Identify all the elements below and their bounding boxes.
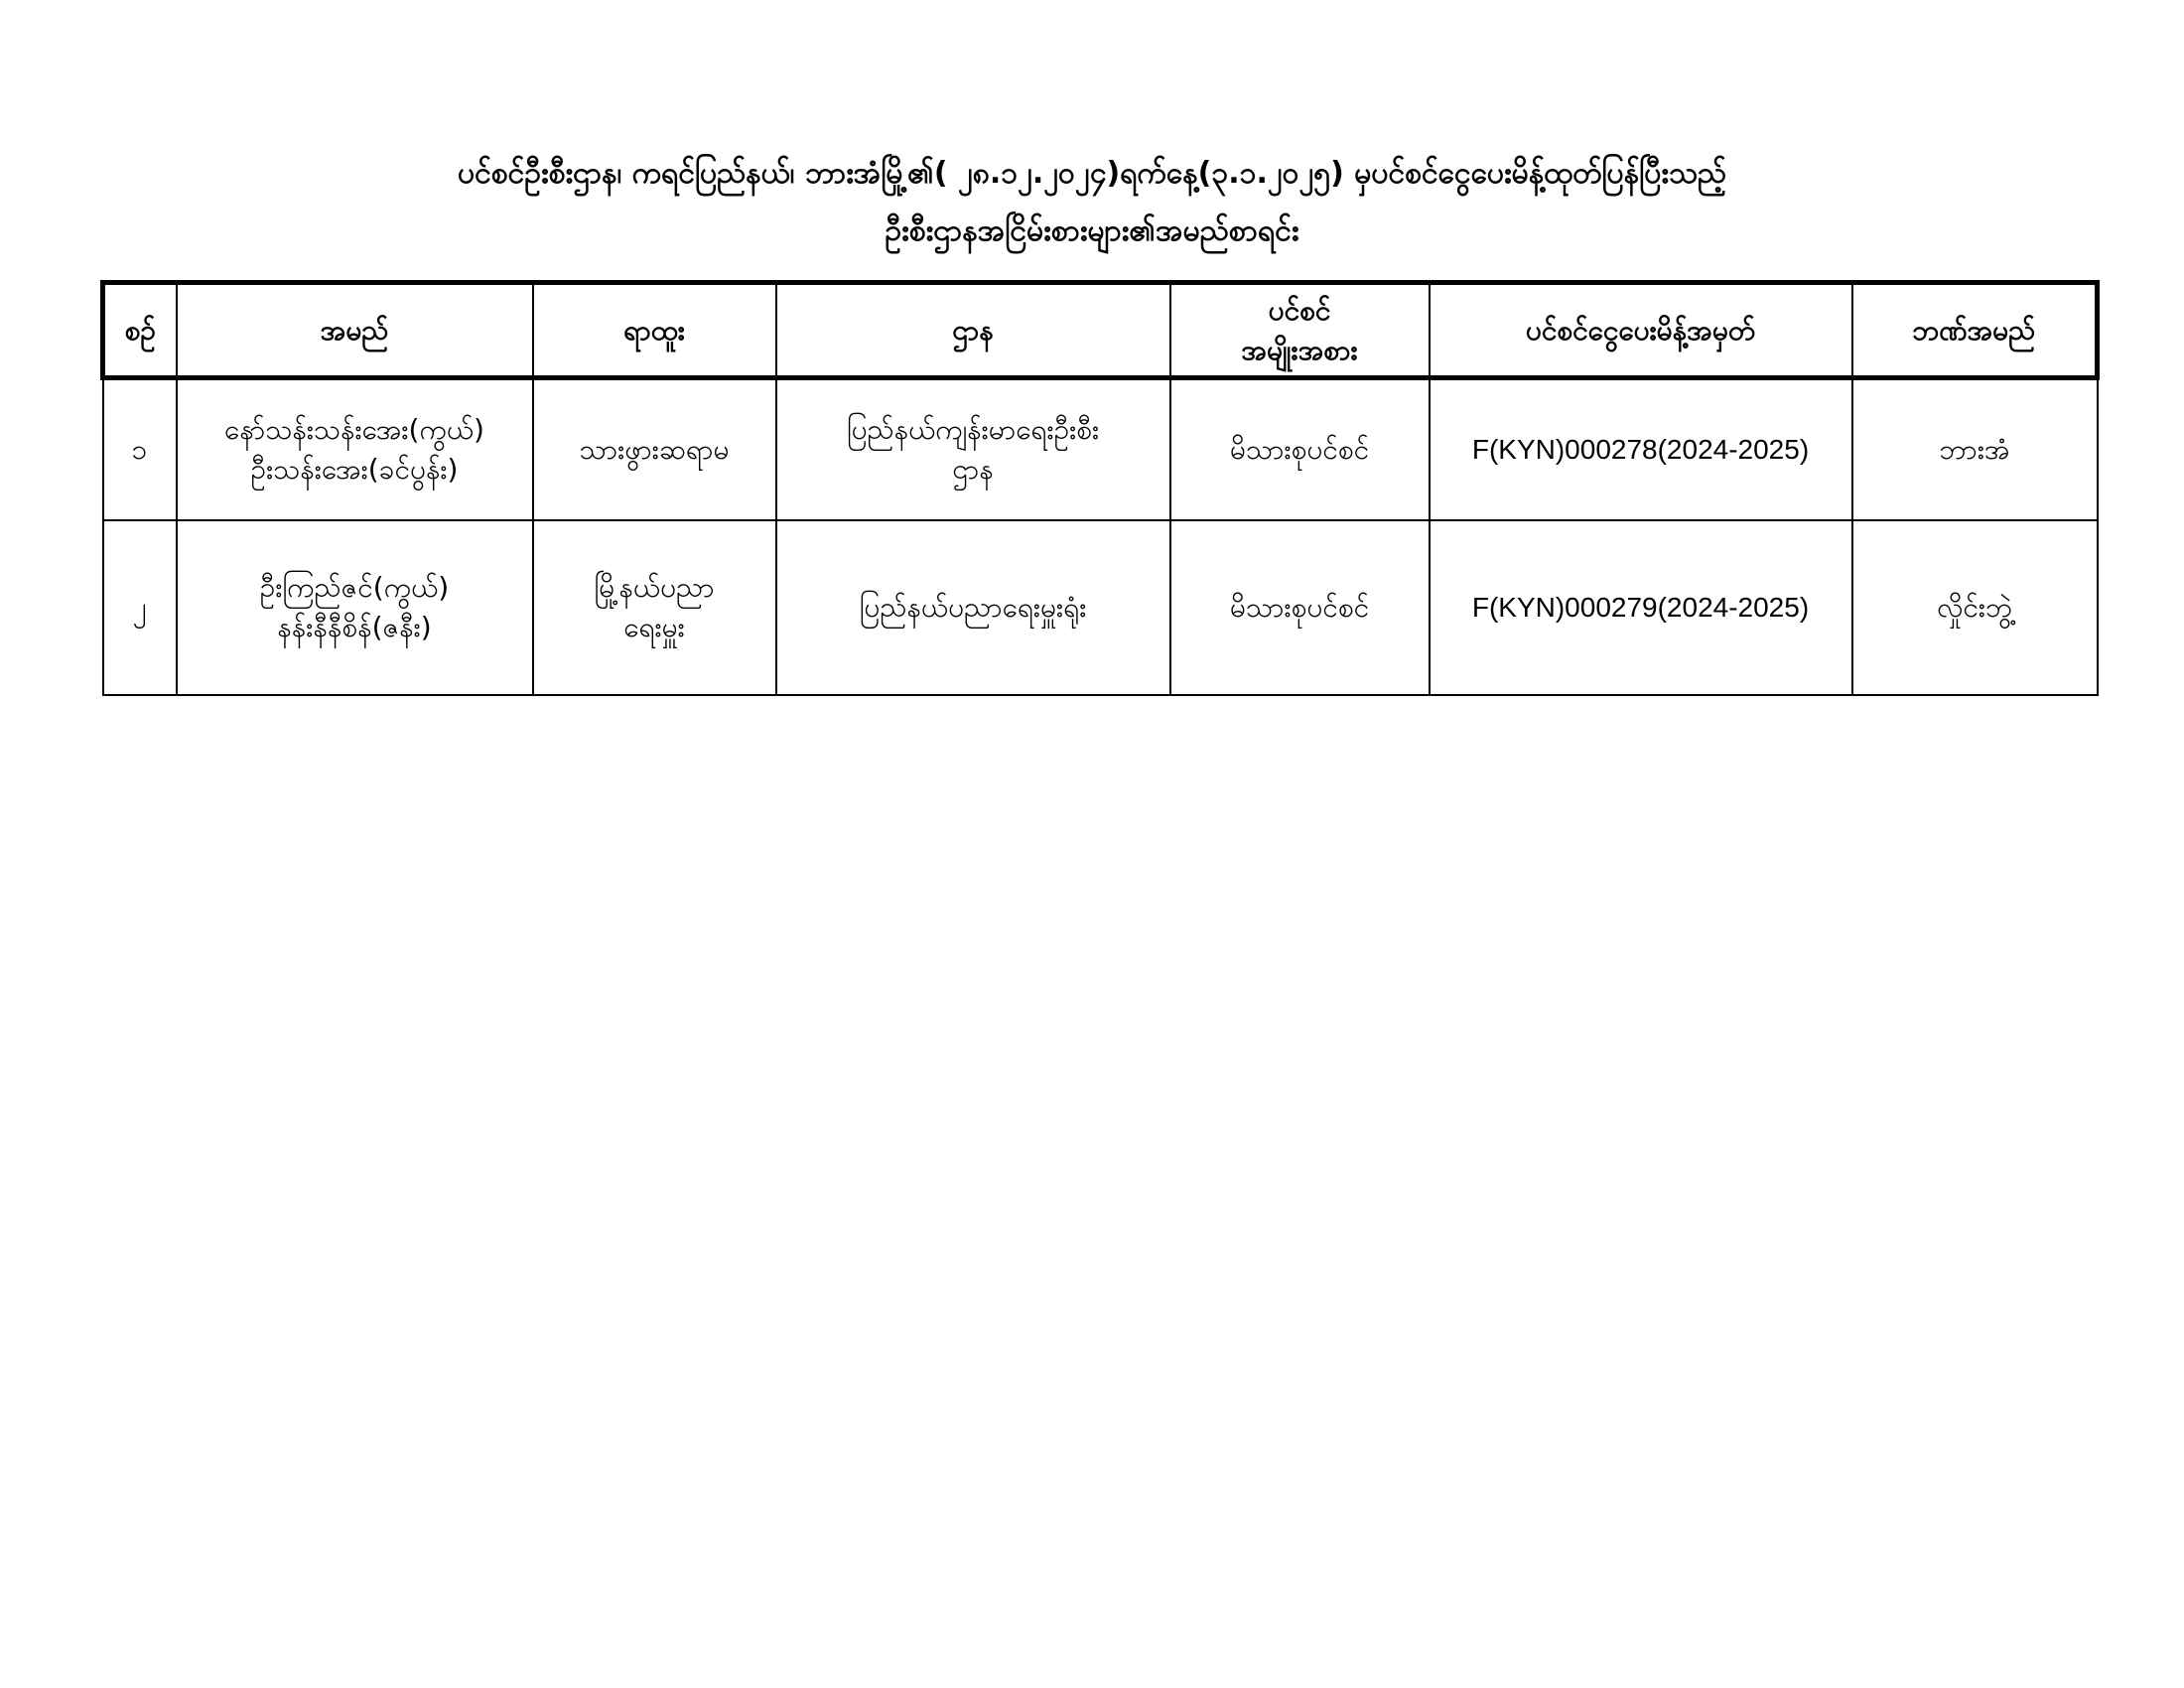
table-header-row (103, 283, 2098, 378)
cell-department-line1: ပြည်နယ်ကျန်းမာရေးဦးစီး (846, 413, 1100, 446)
header-name: အမည် (177, 283, 533, 378)
table-row (103, 520, 2098, 695)
cell-name-line2: ဦးသန်းအေး(ခင်ပွန်း) (250, 453, 459, 486)
cell-rank (533, 378, 776, 521)
header-pension-order-no: ပင်စင်ငွေပေးမိန့်အမှတ် (1430, 283, 1852, 378)
cell-pension-order-no: F(KYN)000278(2024-2025) (1430, 378, 1852, 521)
cell-bank-name: ဘားအံ (1852, 378, 2098, 521)
pensioner-table (100, 280, 2100, 696)
cell-name-line1: နော်သန်းသန်းအေး(ကွယ်) (224, 413, 484, 446)
cell-no: ၂ (103, 520, 177, 695)
cell-department (776, 378, 1170, 521)
cell-name (177, 520, 533, 695)
header-pension-type (1170, 283, 1430, 378)
header-pension-type-line1: ပင်စင် (1268, 293, 1331, 327)
cell-rank-line1: သားဖွားဆရာမ (579, 433, 730, 466)
cell-no: ၁ (103, 378, 177, 521)
cell-department-line1: ပြည်နယ်ပညာရေးမှူးရုံး (859, 591, 1087, 624)
header-rank: ရာထူး (533, 283, 776, 378)
table-row (103, 378, 2098, 521)
cell-pension-type: မိသားစုပင်စင် (1170, 520, 1430, 695)
cell-department (776, 520, 1170, 695)
cell-name-line1: ဦးကြည်ဇင်(ကွယ်) (259, 571, 450, 604)
header-department: ဌာန (776, 283, 1170, 378)
cell-rank (533, 520, 776, 695)
cell-name (177, 378, 533, 521)
page-title-line-1: ပင်စင်ဦးစီးဌာန၊ ကရင်ပြည်နယ်၊ ဘားအံမြို့၏( ၂၈.၁၂.၂၀၂၄)ရက်နေ့(၃.၁.၂၀၂၅) မှပင်စင်ငွေပေးမိန့်ထုတ်ပြန်ပြီးသည့် (458, 156, 1726, 191)
cell-pension-type: မိသားစုပင်စင် (1170, 378, 1430, 521)
cell-rank-line1: မြို့နယ်ပညာ (594, 571, 715, 604)
cell-bank-name: လှိုင်းဘွဲ့ (1852, 520, 2098, 695)
header-bank-name: ဘဏ်အမည် (1852, 283, 2098, 378)
cell-pension-order-no: F(KYN)000279(2024-2025) (1430, 520, 1852, 695)
cell-rank-line2: ရေးမှူး (623, 611, 685, 643)
header-no: စဉ် (103, 283, 177, 378)
cell-department-line2: ဌာန (952, 453, 994, 486)
page-title-line-2: ဦးစီးဌာနအငြိမ်းစားများ၏အမည်စာရင်း (885, 213, 1299, 248)
cell-name-line2: နန်းနီနီစိန်(ဇနီး) (277, 611, 432, 643)
header-pension-type-line2: အမျိုးအစား (1241, 333, 1358, 366)
